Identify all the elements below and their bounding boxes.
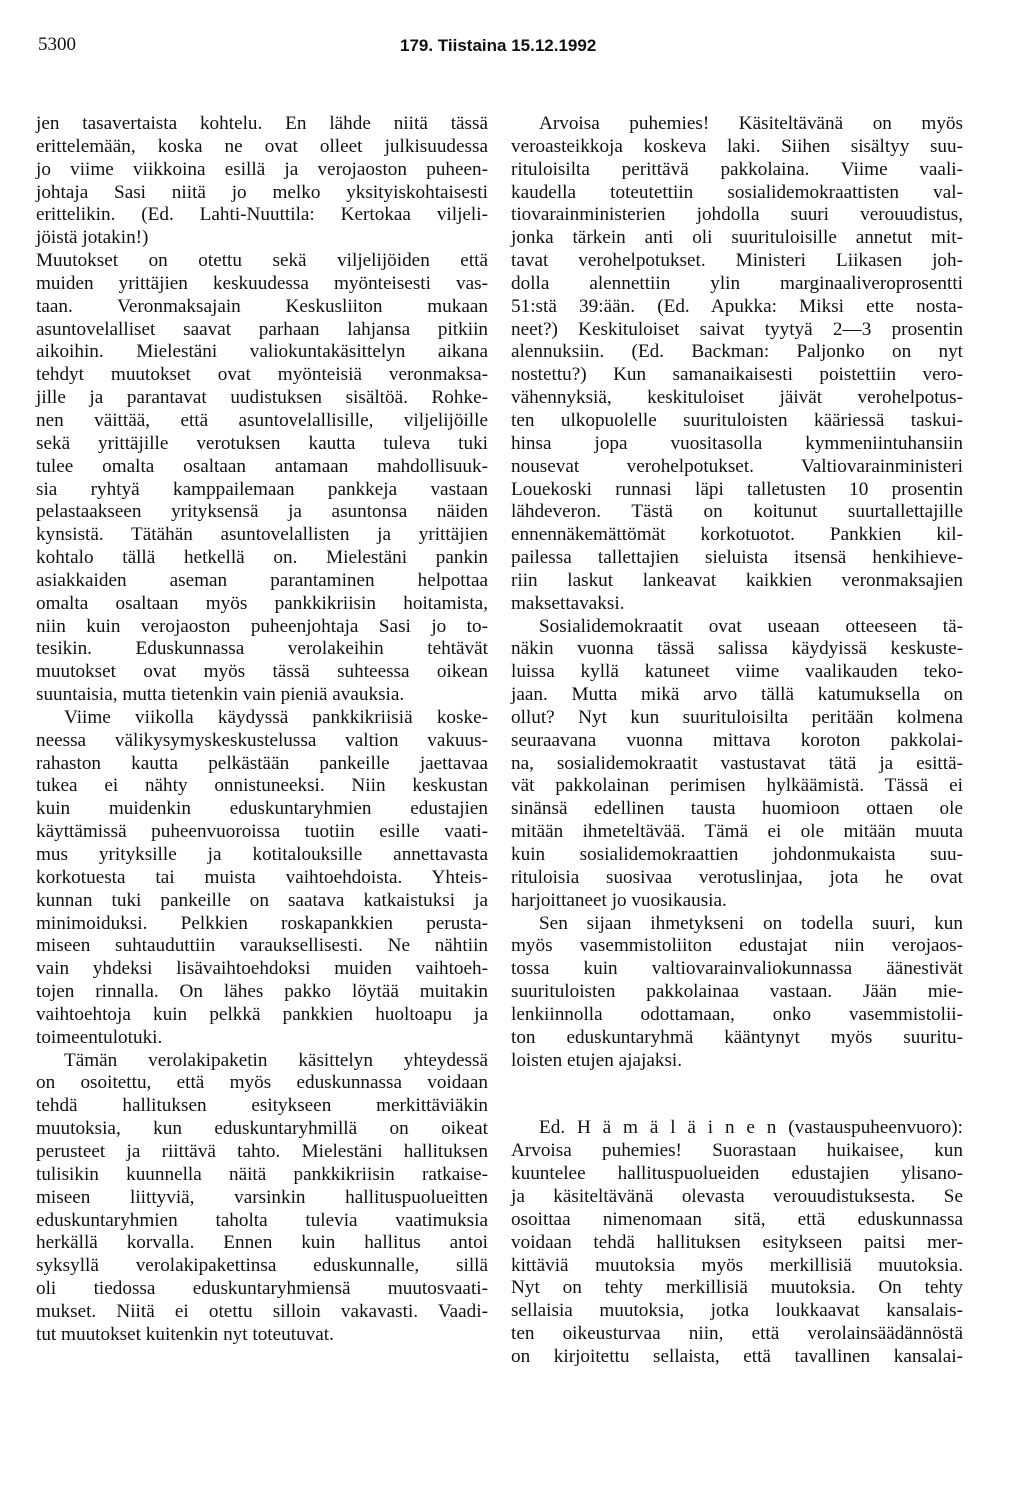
text-line: jille ja parantavat uudistuksen sisältöä. Rohke- (36, 387, 488, 409)
text-line: johtaja Sasi niitä jo melko yksityiskohtaisesti (36, 181, 488, 203)
text-line: jonka tärkein anti oli suurituloisille annetut mit- (511, 227, 963, 249)
text-line: niin kuin verojaoston puheenjohtaja Sasi jo to- (36, 615, 488, 637)
text-line: Louekoski runnasi läpi talletusten 10 prosentin (511, 478, 963, 500)
text-line: Arvoisa puhemies! Suorastaan huikaisee, kun (511, 1140, 963, 1162)
text-line: kohtalo tällä hetkellä on. Mielestäni pankin (36, 547, 488, 569)
text-line: myös vasemmistoliiton edustajat niin verojaos- (511, 935, 963, 957)
text-line: nostettu?) Kun samanaikaisesti poistettiin vero- (511, 364, 963, 386)
text-line: tulisikin kuunnella näitä pankkikriisin ratkaise- (36, 1163, 488, 1185)
text-line: mukset. Niitä ei otettu silloin vakavasti. Vaadi- (36, 1300, 488, 1322)
text-line: pelastaakseen yrityksensä ja asuntonsa näiden (36, 501, 488, 523)
text-line: rituloisilta perittävä pakkolaina. Viime vaali- (511, 158, 963, 180)
text-line: nousevat verohelpotukset. Valtiovarainministeri (511, 455, 963, 477)
text-line: jen tasavertaista kohtelu. En lähde niitä tässä (36, 113, 488, 134)
text-line: tehdä hallituksen esitykseen merkittäviäkin (36, 1095, 488, 1117)
text-line: loisten etujen ajajaksi. (511, 1049, 683, 1071)
text-line: ten oikeusturvaa niin, että verolainsäädännöstä (511, 1323, 963, 1345)
text-line: veroasteikkoja koskeva laki. Siihen sisältyy suu- (511, 135, 963, 157)
left-text-column (36, 113, 488, 1347)
text-line: ollut? Nyt kun suurituloisilta peritään kolmena (511, 706, 963, 728)
text-line: Muutokset on otettu sekä viljelijöiden että (36, 250, 488, 272)
text-line: sia ryhtyä kamppailemaan pankkeja vastaan (36, 478, 488, 500)
text-line: Sen sijaan ihmetykseni on todella suuri, kun (539, 912, 963, 934)
text-line: näkin vuonna tässä salissa käydyissä keskuste- (511, 638, 963, 660)
text-line: luissa kyllä katuneet viime vaalikauden teko- (511, 661, 963, 683)
text-line: muutoksia, kun eduskuntaryhmillä on oikeat (36, 1118, 488, 1140)
text-line: on kirjoitettu sellaista, että tavallinen kansalai- (511, 1345, 963, 1367)
text-line: syksyllä verolakipakettinsa eduskunnalle, sillä (36, 1255, 488, 1277)
text-line: neet?) Keskituloiset saivat tyytyä 2—3 prosentin (511, 318, 963, 340)
text-line: tulee omalta osaltaan antamaan mahdollisuuk- (36, 455, 488, 477)
text-line: dolla alennettiin ylin marginaaliveroprosentti (511, 272, 963, 294)
text-line: muiden yrittäjien keskuudessa myönteisesti vas- (36, 272, 488, 294)
text-line: hinsa jopa vuositasolla kymmeniintuhansiin (511, 432, 963, 454)
text-line: jo viime viikkoina esillä ja verojaoston puheen- (36, 158, 488, 180)
text-line: sellaisia muutoksia, jotka loukkaavat kansalais- (511, 1300, 963, 1322)
text-line: lähdeveron. Tästä on koitunut suurtallettajille (511, 501, 963, 523)
text-line: aikoihin. Mielestäni valiokuntakäsittelyn aikana (36, 341, 488, 363)
text-line: erittelemään, koska ne ovat olleet julkisuudessa (36, 135, 488, 157)
text-line: taan. Veronmaksajain Keskusliiton mukaan (36, 295, 488, 317)
text-line: vaihtoehtoja kuin pelkkä pankkien huoltoapu ja (36, 1003, 488, 1025)
text-line: harjoittaneet jo vuosikausia. (511, 889, 727, 911)
text-line: tehdyt muutokset ovat myönteisiä veronmaksa- (36, 364, 488, 386)
text-line: voidaan tehdä hallituksen esitykseen paitsi mer- (511, 1231, 963, 1253)
text-line: alennuksiin. (Ed. Backman: Paljonko on nyt (511, 341, 963, 363)
text-line: minimoiduksi. Pelkkien roskapankkien perusta- (36, 912, 488, 934)
text-line: pailessa tallettajien sieluista itsensä henkihieve- (511, 547, 963, 569)
text-line: oli tiedossa eduskuntaryhmiensä muutosvaati- (36, 1278, 488, 1300)
page-number: 5300 (38, 34, 76, 55)
text-line: Sosialidemokraatit ovat useaan otteeseen tä- (539, 615, 963, 637)
text-line: vät pakkolainan perimisen hylkäämistä. Tässä ei (511, 775, 963, 797)
text-line: tossa kuin valtiovarainvaliokunnassa äänestivät (511, 958, 963, 980)
text-line: asiakkaiden aseman parantaminen helpottaa (36, 569, 488, 591)
text-line: asuntovelalliset saavat parhaan lahjansa pitkiin (36, 318, 488, 340)
text-line: ten ulkopuolelle suurituloisten kääriessä taskui- (511, 409, 963, 431)
text-line: maksettavaksi. (511, 592, 625, 614)
text-line: suuntaisia, mutta tietenkin vain pieniä avauksia. (36, 684, 405, 706)
text-line: Nyt on tehty merkillisiä muutoksia. On tehty (511, 1277, 963, 1299)
text-line: tut muutokset kuitenkin nyt toteutuvat. (36, 1323, 334, 1345)
text-line: Viime viikolla käydyssä pankkikriisiä koske- (64, 706, 488, 728)
text-line: sinänsä edellinen tausta huomioon ottaen ole (511, 798, 963, 820)
text-line: tesikin. Eduskunnassa verolakeihin tehtävät (36, 638, 488, 660)
text-line: tukea ei nähty onnistuneeksi. Niin keskustan (36, 775, 488, 797)
text-line: tiovarainministerien johdolla suuri verouudistus, (511, 204, 963, 226)
text-line: jöistä jotakin!) (36, 227, 149, 249)
text-line: 51:stä 39:ään. (Ed. Apukka: Miksi ette nosta- (511, 295, 963, 317)
text-line: mitään ihmeteltävää. Tämä ei ole mitään muuta (511, 821, 963, 843)
text-line: lenkiinnolla odottamaan, onko vasemmistolii- (511, 1003, 963, 1025)
text-line: neessa välikysymyskeskustelussa valtion vakuus- (36, 729, 488, 751)
text-line: perusteet ja riittävä tahto. Mielestäni hallituksen (36, 1140, 488, 1162)
text-line: osoittaa nimenomaan sitä, että eduskunnassa (511, 1208, 963, 1230)
text-line: toimeentulotuki. (36, 1026, 163, 1048)
text-line: ennennäkemättömät korkotuotot. Pankkien kil- (511, 524, 963, 546)
text-line: omalta osaltaan myös pankkikriisin hoitamista, (36, 592, 488, 614)
text-line: miseen liittyviä, varsinkin hallituspuolueitten (36, 1186, 488, 1208)
text-line: eduskuntaryhmien taholta tulevia vaatimuksia (36, 1209, 488, 1231)
text-line: kuin muidenkin eduskuntaryhmien edustajien (36, 798, 488, 820)
text-line: rituloisia suosivaa verotuslinjaa, jota he ovat (511, 866, 963, 888)
text-line: korkotuesta tai muista vaihtoehdoista. Yhteis- (36, 866, 488, 888)
text-line: seuraavana vuonna mittava koroton pakkolai- (511, 729, 963, 751)
text-line: kaudella toteutettiin sosialidemokraattisten val- (511, 181, 963, 203)
text-line: mus yrityksille ja kotitalouksille annettavasta (36, 844, 488, 865)
text-line: kuin sosialidemokraattien johdonmukaista suu- (511, 844, 963, 865)
text-line: herkällä korvalla. Ennen kuin hallitus antoi (36, 1232, 488, 1254)
text-line: miseen suhtauduttiin varauksellisesti. Ne nähtiin (36, 935, 488, 957)
text-line: nen väittää, että asuntovelallisille, viljelijöille (36, 409, 488, 431)
paragraph-gap (511, 1072, 963, 1117)
text-line: na, sosialidemokraatit vastustavat tätä ja esittä- (511, 752, 963, 774)
text-line: erittelikin. (Ed. Lahti-Nuuttila: Kertokaa viljeli- (36, 204, 488, 226)
text-line: kittäviä muutoksia myös merkillisiä muutoksia. (511, 1254, 963, 1276)
text-line: ton eduskuntaryhmä kääntynyt myös suuritu- (511, 1026, 963, 1048)
text-line: Arvoisa puhemies! Käsiteltävänä on myös (539, 113, 963, 134)
text-line: kuuntelee hallituspuolueiden edustajien ylisano- (511, 1163, 963, 1185)
text-line: vähennyksiä, keskituloiset jäivät verohelpotus- (511, 387, 963, 409)
text-line: on osoitettu, että myös eduskunnassa voidaan (36, 1072, 488, 1094)
text-line: kynsistä. Tätähän asuntovelallisten ja yrittäjien (36, 524, 488, 546)
session-heading: 179. Tiistaina 15.12.1992 (400, 36, 597, 55)
text-line: rahaston kautta pelkästään pankeille jaettavaa (36, 752, 488, 774)
text-line: tavat verohelpotukset. Ministeri Liikasen joh- (511, 250, 963, 272)
text-line: Tämän verolakipaketin käsittelyn yhteydessä (64, 1049, 488, 1071)
text-line: riin laskut lankeavat kaikkien veronmaksajien (511, 569, 963, 591)
text-line: sekä yrittäjille verotuksen kautta tuleva tuki (36, 432, 488, 454)
right-text-column (511, 113, 963, 1369)
text-line: suurituloisten pakkolainaa vastaan. Jään mie- (511, 981, 963, 1003)
text-line: tojen rinnalla. On lähes pakko löytää muitakin (36, 981, 488, 1003)
text-line: käyttämissä puheenvuoroissa tuotiin esille vaati- (36, 821, 488, 843)
text-line: ja käsiteltävänä olevasta verouudistuksesta. Se (511, 1185, 963, 1207)
text-line: kunnan tuki pankeille on saatava katkaistuksi ja (36, 889, 488, 911)
text-line: muutokset ovat myös tässä suhteessa oikean (36, 661, 488, 683)
text-line: Ed. H ä m ä l ä i n e n (vastauspuheenvuoro): (539, 1117, 963, 1139)
text-line: jaan. Mutta mikä arvo tällä katumuksella on (511, 684, 963, 706)
text-line: vain yhdeksi lisävaihtoehdoksi muiden vaihtoeh- (36, 958, 488, 980)
